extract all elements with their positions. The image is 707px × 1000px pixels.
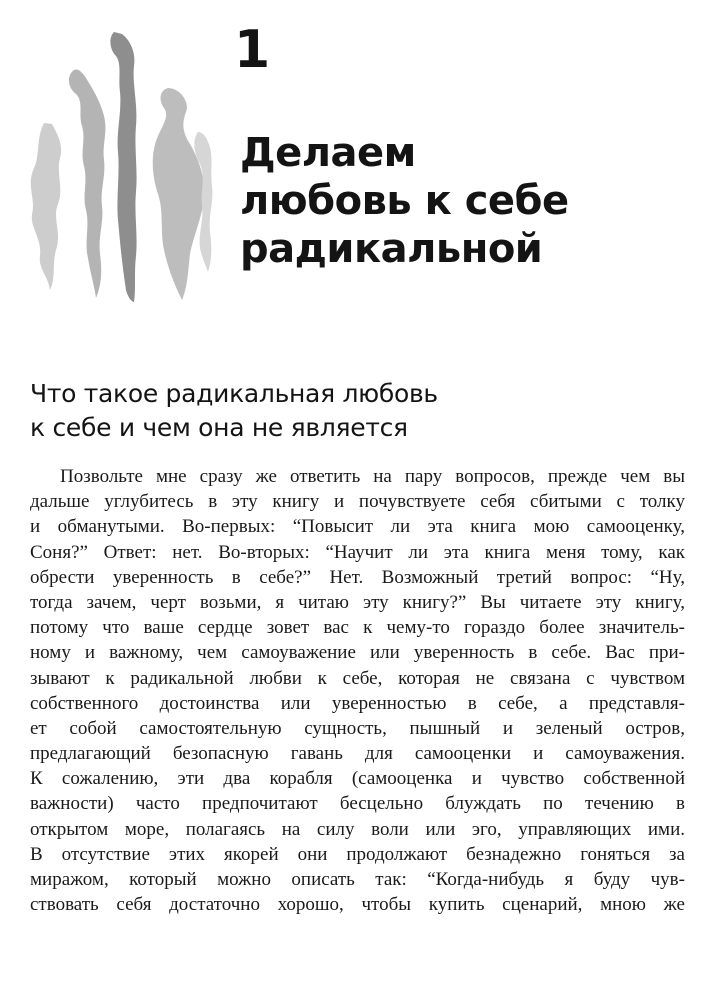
body-line: обрести уверенность в себе?” Нет. Возможный третий вопрос: “Ну, xyxy=(30,566,685,588)
body-line: собственного достоинства или уверенностью в себе, а представля- xyxy=(30,692,685,714)
body-line: потому что ваше сердце зовет вас к чему-то гораздо более значитель- xyxy=(30,617,685,639)
body-line: тогда зачем, черт возьми, я читаю эту книгу?” Вы читаете эту книгу, xyxy=(30,591,685,613)
body-line: ет собой самостоятельную сущность, пышный и зеленый остров, xyxy=(30,717,685,739)
body-line: ному и важному, чем самоуважение или уверенность в себе. Вас при- xyxy=(30,642,685,664)
body-line: Соня?” Ответ: нет. Во-вторых: “Научит ли эта книга меня тому, как xyxy=(30,541,685,563)
body-line: ствовать себя достаточно хорошо, чтобы купить сценарий, мною же xyxy=(30,894,685,916)
section-heading-line: Что такое радикальная любовь xyxy=(30,379,438,408)
chapter-number: 1 xyxy=(234,20,271,80)
body-line: важности) часто предпочитают бесцельно блуждать по течению в xyxy=(30,793,685,815)
chapter-title-line: любовь к себе xyxy=(240,178,569,224)
chapter-title-line: радикальной xyxy=(240,226,543,272)
chapter-title-line: Делаем xyxy=(240,130,416,176)
flame-wisps-icon xyxy=(22,28,222,303)
body-line: дальше углубитесь в эту книгу и почувствуете себя сбитыми с толку xyxy=(30,491,685,513)
body-line: предлагающий безопасную гавань для самооценки и самоуважения. xyxy=(30,743,685,765)
wisp-4 xyxy=(153,88,205,300)
wisp-1 xyxy=(31,123,61,290)
body-line: В отсутствие этих якорей они продолжают безнадежно гоняться за xyxy=(30,843,685,865)
body-line: К сожалению, эти два корабля (самооценка и чувство собственной xyxy=(30,768,685,790)
body-line: и обманутыми. Во-первых: “Повысит ли эта книга мою самооценку, xyxy=(30,516,685,538)
wisp-2 xyxy=(69,69,106,298)
body-line: зывают к радикальной любви к себе, которая не связана с чувством xyxy=(30,667,685,689)
body-line: миражом, который можно описать так: “Когда-нибудь я буду чув- xyxy=(30,869,685,890)
body-line: открытом море, полагаясь на силу воли или эго, управляющих ими. xyxy=(30,818,685,840)
chapter-title xyxy=(240,129,680,273)
section-heading-line: к себе и чем она не является xyxy=(30,413,408,442)
body-line: Позвольте мне сразу же ответить на пару вопросов, прежде чем вы xyxy=(60,466,685,487)
section-heading xyxy=(30,377,670,445)
body-paragraph xyxy=(30,464,685,917)
wisp-3 xyxy=(110,32,136,302)
